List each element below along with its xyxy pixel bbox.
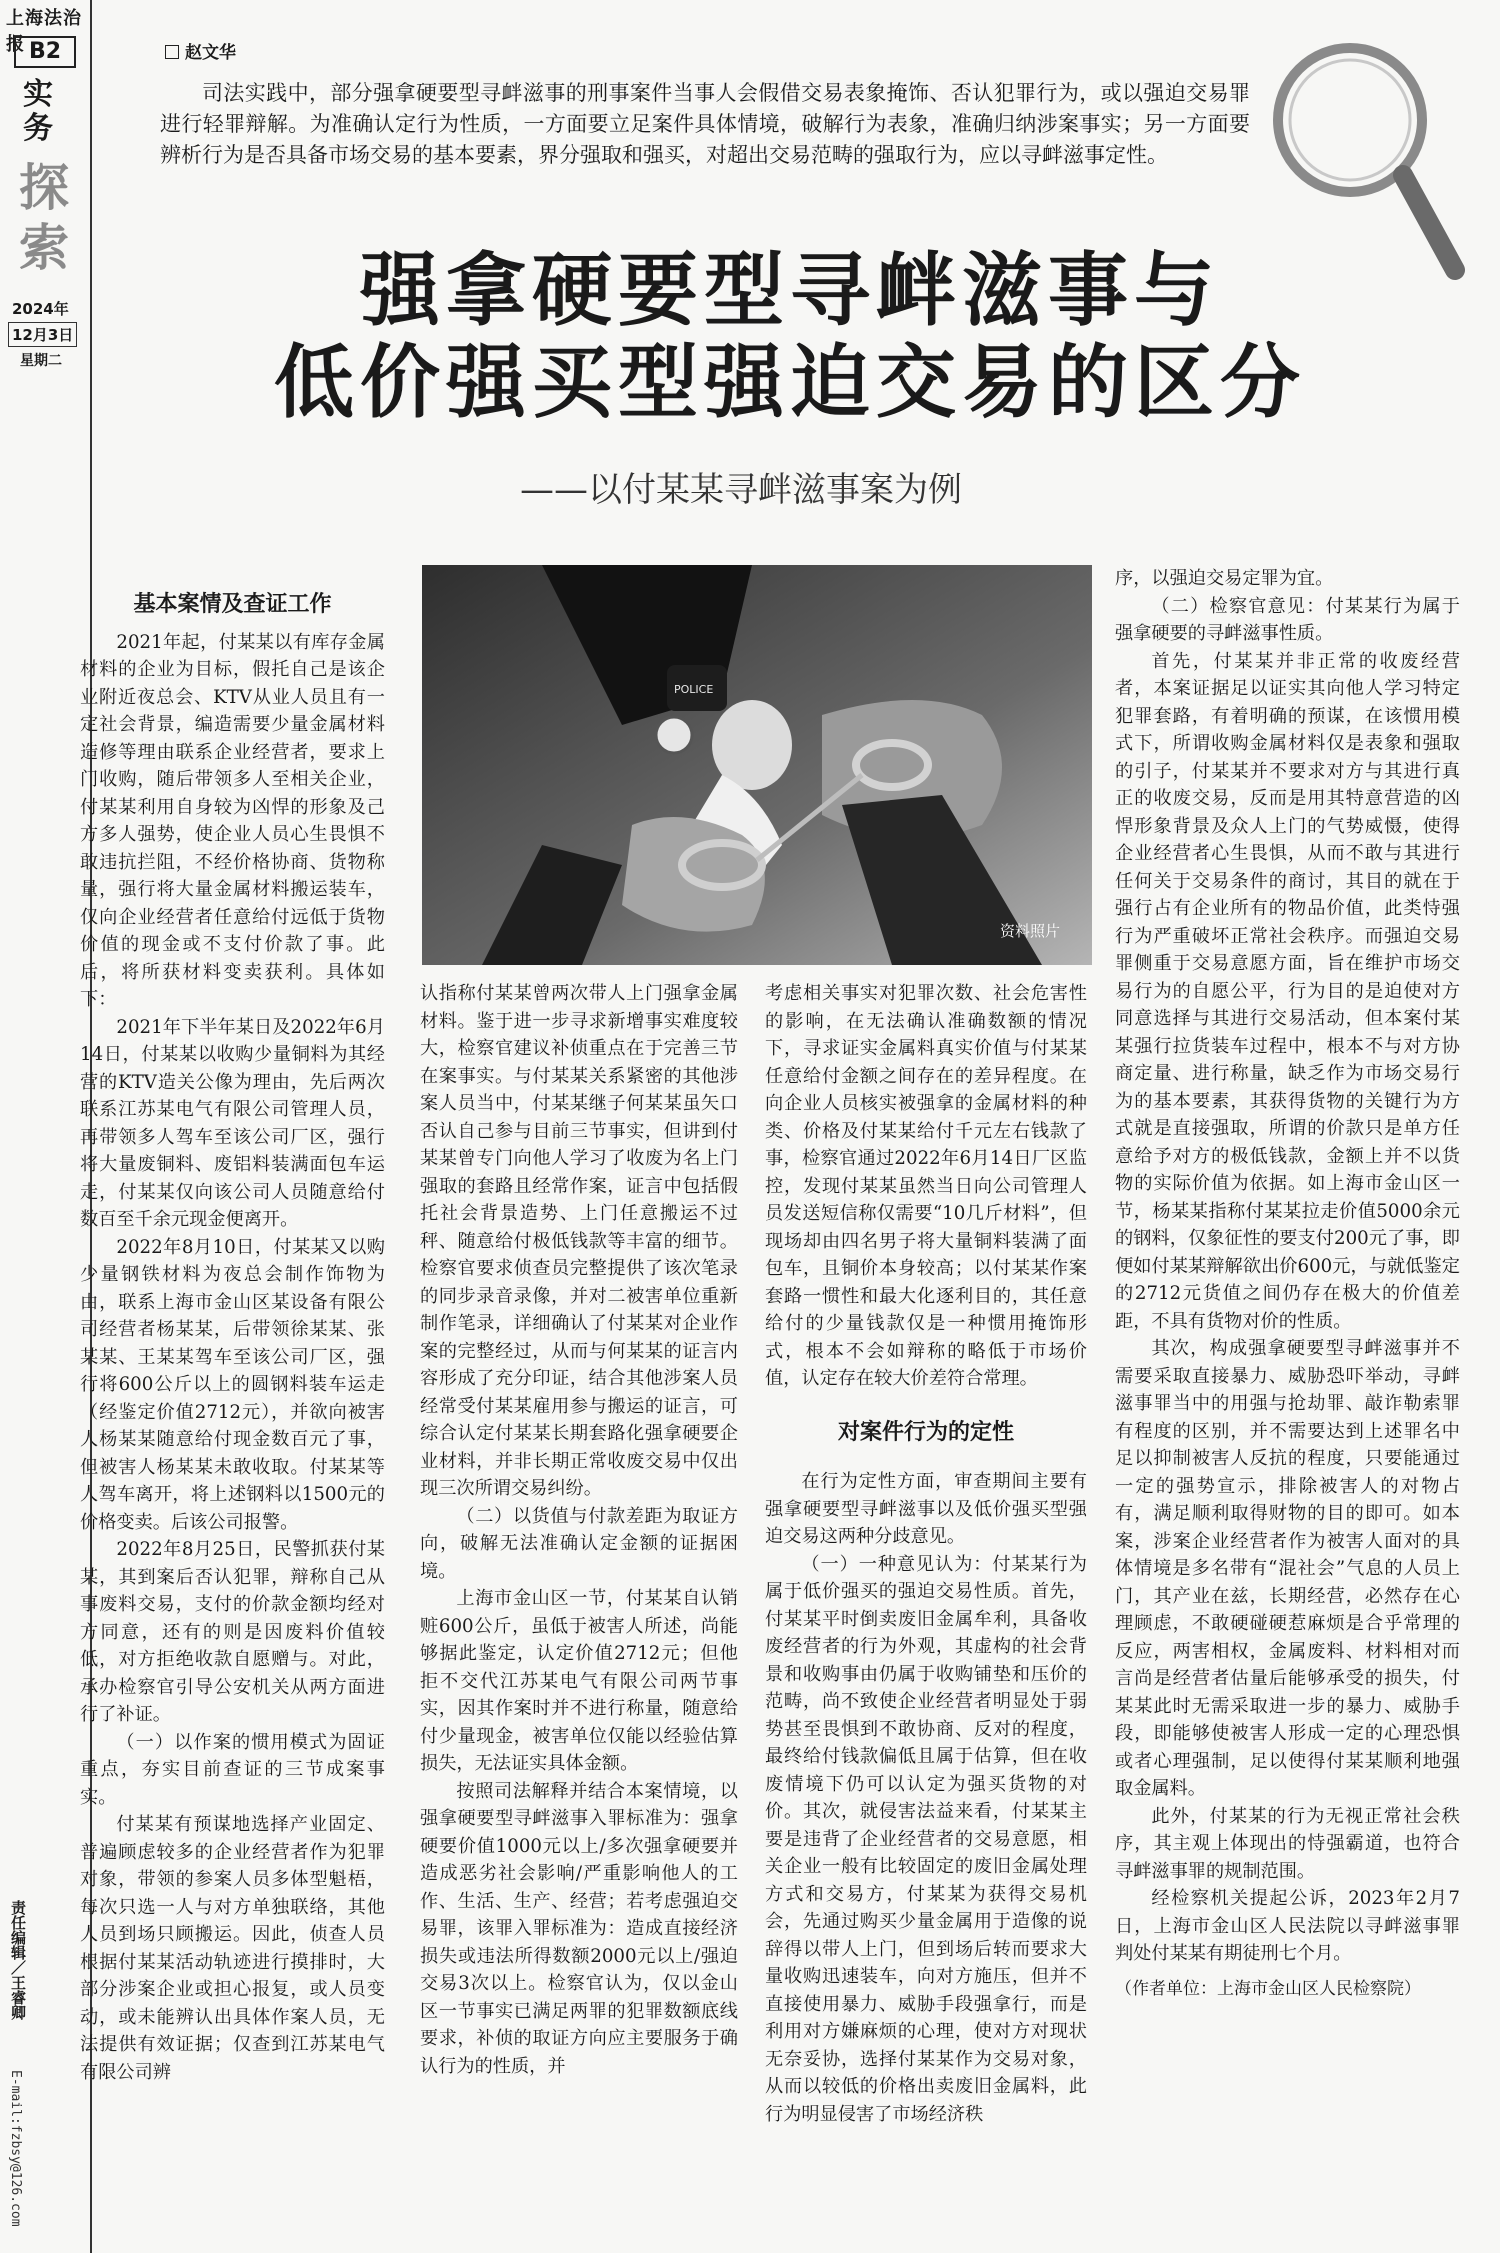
paragraph: （一）一种意见认为：付某某行为属于低价强买的强迫交易性质。首先，付某某平时倒卖废旧金属牟利，具备收废经营者的行为外观，其虚构的社会背景和收购事由仍属于收购铺垫和压价的范畴，尚不致使企业经营者明显处于弱势甚至畏惧到不敢协商、反对的程度，最终给付钱款偏低且属于估算，但在收废情境下仍可以认定为强买货物的对价。其次，就侵害法益来看，付某某主要是违背了企业经营者的交易意愿，相关企业一般有比较固定的废旧金属处理方式和交易方，付某某为获得交易机会，先通过购买少量金属用于造像的说辞得以带人上门，但到场后转而要求大量收购迅速装车，向对方施压，但并不直接使用暴力、威胁手段强拿行，而是利用对方嫌麻烦的心理，使对方对现状无奈妥协，选择付某某作为交易对象，从而以较低的价格出卖废旧金属料，此行为明显侵害了市场经济秩 [765, 1553, 1087, 2125]
section-title: 探索 [19, 158, 69, 277]
column-3 [765, 980, 1087, 2128]
column-2 [420, 980, 738, 2080]
article-subtitle: ——以付某某寻衅滋事案为例 [520, 470, 962, 510]
section-heading-case-facts: 基本案情及查证工作 [133, 592, 332, 617]
author-name: 赵文华 [185, 43, 236, 63]
page-code: B2 [14, 36, 76, 68]
photo-caption: 资料照片 [1000, 922, 1061, 940]
column-4 [1115, 565, 1460, 2003]
headline-line-1: 强拿硬要型寻衅滋事与 [360, 244, 1220, 337]
paragraph: 考虑相关事实对犯罪次数、社会危害性的影响，在无法确认准确数额的情况下，寻求证实金属料真实价值与付某某任意给付金额之间存在的差异程度。在向企业人员核实被强拿的金属材料的种类、价格及付某某给付千元左右钱款了事，检察官通过2022年6月14日厂区监控，发现付某某虽然当日向公司管理人员发送短信称仅需要“10几斤材料”，但现场却由四名男子将大量铜料装满了面包车，且铜价本身较高；以付某某作案套路一惯性和最大化逐利目的，其任意给付的少量钱款仅是一种惯用掩饰形式，根本不会如辩称的略低于市场价值，认定存在较大价差符合常理。 [765, 983, 1087, 1389]
issue-date: 12月3日 [8, 322, 77, 347]
paragraph: 认指称付某某曾两次带人上门强拿金属材料。鉴于进一步寻求新增事实难度较大，检察官建议补侦重点在于完善三节在案事实。与付某某关系紧密的其他涉案人员当中，付某某继子何某某虽矢口否认自己参与目前三节事实，但讲到付某某曾专门向他人学习了收废为名上门强取的套路且经常作案，证言中包括假托社会背景造势、上门任意搬运不过秤、随意给付极低钱款等丰富的细节。检察官要求侦查员完整提供了该次笔录的同步录音录像，并对二被害单位重新制作笔录，详细确认了付某某对企业作案的完整经过，从而与何某某的证言内容形成了充分印证，结合其他涉案人员经常受付某某雇用参与搬运的证言，可综合认定付某某长期套路化强拿硬要企业材料，并非长期正常收废交易中仅出现三次所谓交易纠纷。 [420, 983, 738, 1499]
headline-line-2: 低价强买型强迫交易的区分 [274, 336, 1306, 429]
paragraph: 付某某有预谋地选择产业固定、普遍顾虑较多的企业经营者作为犯罪对象，带领的参案人员多体型魁梧，每次只选一人与对方单独联络，其他人员到场只顾搬运。因此，侦查人员根据付某某活动轨迹进行摸排时，大部分涉案企业或担心报复，或人员变动，或未能辨认出具体作案人员，无法提供有效证据；仅查到江苏某电气有限公司辨 [80, 1814, 385, 2083]
paragraph: 2021年下半年某日及2022年6月14日，付某某以收购少量铜料为其经营的KTV造关公像为理由，先后两次联系江苏某电气有限公司管理人员，再带领多人驾车至该公司厂区，强行将大量废铜料、废铝料装满面包车运走，付某某仅向该公司人员随意给付数百至千余元现金便离开。 [80, 1016, 385, 1230]
page-sidebar [0, 0, 92, 2253]
paragraph: 首先，付某某并非正常的收废经营者，本案证据足以证实其向他人学习特定犯罪套路，有着明确的预谋，在该惯用模式下，所谓收购金属材料仅是表象和强取的引子，付某某并不要求对方与其进行真正的收废交易，反而是用其特意营造的凶悍形象背景及众人上门的气势威慑，使得企业经营者心生畏惧，从而不敢与其进行任何关于交易条件的商讨，其目的就在于强行占有企业所有的物品价值，此类恃强行为严重破坏正常社会秩序。而强迫交易罪侧重于交易意愿方面，旨在维护市场交易行为的自愿公平，行为目的是迫使对方同意选择与其进行交易活动，但本案付某某强行拉货装车过程中，根本不与对方协商定量、进行称量，缺乏作为市场交易行为的基本要素，其获得货物的关键行为方式就是直接强取，所谓的价款只是单方任意给予对方的极低钱款，金额上并不以货物的实际价值为依据。如上海市金山区一节，杨某某指称付某某拉走价值5000余元的钢料，仅象征性的要支付200元了事，即便如付某某辩解欲出价600元，与就低鉴定的2712元货值之间仍存在极大的价值差距，不具有货物对价的性质。 [1115, 650, 1460, 1332]
issue-weekday: 星期二 [20, 353, 62, 369]
paragraph: （二）以货值与付款差距为取证方向，破解无法准确认定金额的证据困境。 [420, 1505, 738, 1582]
column-1 [80, 585, 385, 2086]
paragraph: 2022年8月25日，民警抓获付某某，其到案后否认犯罪，辩称自己从事废料交易，支付的价款金额均经对方同意，还有的则是因废料价值较低，对方拒绝收款自愿赠与。对此，承办检察官引导公安机关从两方面进行了补证。 [80, 1539, 385, 1725]
editor-credit: 责任编辑／王睿卿 [9, 1900, 27, 2020]
square-bullet-icon [165, 45, 179, 59]
article-abstract: 司法实践中，部分强拿硬要型寻衅滋事的刑事案件当事人会假借交易表象掩饰、否认犯罪行为，或以强迫交易罪进行轻罪辩解。为准确认定行为性质，一方面要立足案件具体情境，破解行为表象，准确归纳涉案事实；另一方面要辨析行为是否具备市场交易的基本要素，界分强取和强买，对超出交易范畴的强取行为，应以寻衅滋事定性。 [160, 81, 1250, 167]
section-label: 实务 [23, 77, 53, 146]
handcuffs-photo [422, 565, 1092, 965]
paragraph: 2021年起，付某某以有库存金属材料的企业为目标，假托自己是该企业附近夜总会、KTV从业人员且有一定社会背景，编造需要少量金属材料造修等理由联系企业经营者，要求上门收购，随后带领多人至相关企业，付某某利用自身较为凶悍的形象及己方多人强势，使企业人员心生畏惧不敢违抗拦阻，不经价格协商、货物称量，强行将大量金属材料搬运装车，仅向企业经营者任意给付远低于货物价值的现金或不支付价款了事。此后，将所获材料变卖获利。具体如下： [80, 631, 385, 1010]
section-heading-characterization: 对案件行为的定性 [837, 1419, 1014, 1445]
paragraph: 经检察机关提起公诉，2023年2月7日，上海市金山区人民法院以寻衅滋事罪判处付某某有期徒刑七个月。 [1115, 1888, 1460, 1964]
author-affiliation: （作者单位：上海市金山区人民检察院） [1115, 1978, 1421, 1999]
paragraph: （一）以作案的惯用模式为固证重点，夯实目前查证的三节成案事实。 [80, 1731, 385, 1808]
paragraph: 按照司法解释并结合本案情境，以强拿硬要型寻衅滋事入罪标准为：强拿硬要价值1000元以上/多次强拿硬要并造成恶劣社会影响/严重影响他人的工作、生活、生产、经营；若考虑强迫交易罪，该罪入罪标准为：造成直接经济损失或违法所得数额2000元以上/强迫交易3次以上。检察官认为，仅以金山区一节事实已满足两罪的犯罪数额底线要求，补侦的取证方向应主要服务于确认行为的性质，并 [420, 1780, 738, 2077]
author-byline [165, 38, 236, 63]
issue-year: 2024年 [12, 300, 69, 318]
paragraph: 序，以强迫交易定罪为宜。 [1115, 568, 1334, 589]
editor-email: E-mail:fzbsy@126.com [8, 2070, 23, 2227]
paragraph: 上海市金山区一节，付某某自认销赃600公斤，虽低于被害人所述，尚能够据此鉴定，认定价值2712元；但他拒不交代江苏某电气有限公司两节事实，因其作案时并不进行称量，随意给付少量现金，被害单位仅能以经验估算损失，无法证实具体金额。 [420, 1588, 738, 1774]
paragraph: 其次，构成强拿硬要型寻衅滋事并不需要采取直接暴力、威胁恐吓举动，寻衅滋事罪当中的用强与抢劫罪、敲诈勒索罪有程度的区别，并不需要达到上述罪名中足以抑制被害人反抗的程度，只要能通过一定的强势宣示，排除被害人的对物占有，满足顺利取得财物的目的即可。如本案，涉案企业经营者作为被害人面对的具体情境是多名带有“混社会”气息的人员上门，其产业在兹，长期经营，必然存在心理顾虑，不敢硬碰硬惹麻烦是合乎常理的反应，两害相权，金属废料、材料相对而言尚是经营者估量后能够承受的损失，付某某此时无需采取进一步的暴力、威胁手段，即能够使被害人形成一定的心理恐惧或者心理强制，足以使得付某某顺利地强取金属料。 [1115, 1338, 1460, 1799]
newspaper-name: 上海法治报 [6, 8, 82, 55]
police-patch-text: POLICE [674, 683, 714, 696]
paragraph: 此外，付某某的行为无视正常社会秩序，其主观上体现出的恃强霸道，也符合寻衅滋事罪的规制范围。 [1115, 1805, 1460, 1882]
paragraph: 2022年8月10日，付某某又以购少量钢铁材料为夜总会制作饰物为由，联系上海市金山区某设备有限公司经营者杨某某，后带领徐某某、张某某、王某某驾车至该公司厂区，强行将600公斤以上的圆钢料装车运走（经鉴定价值2712元），并欲向被害人杨某某随意给付现金数百元了事，但被害人杨某某未敢收取。付某某等人驾车离开，将上述钢料以1500元的价格变卖。后该公司报警。 [80, 1236, 385, 1533]
paragraph: （二）检察官意见：付某某行为属于强拿硬要的寻衅滋事性质。 [1115, 595, 1460, 644]
paragraph: 在行为定性方面，审查期间主要有强拿硬要型寻衅滋事以及低价强买型强迫交易这两种分歧意见。 [765, 1471, 1087, 1547]
article-headline [100, 245, 1480, 429]
